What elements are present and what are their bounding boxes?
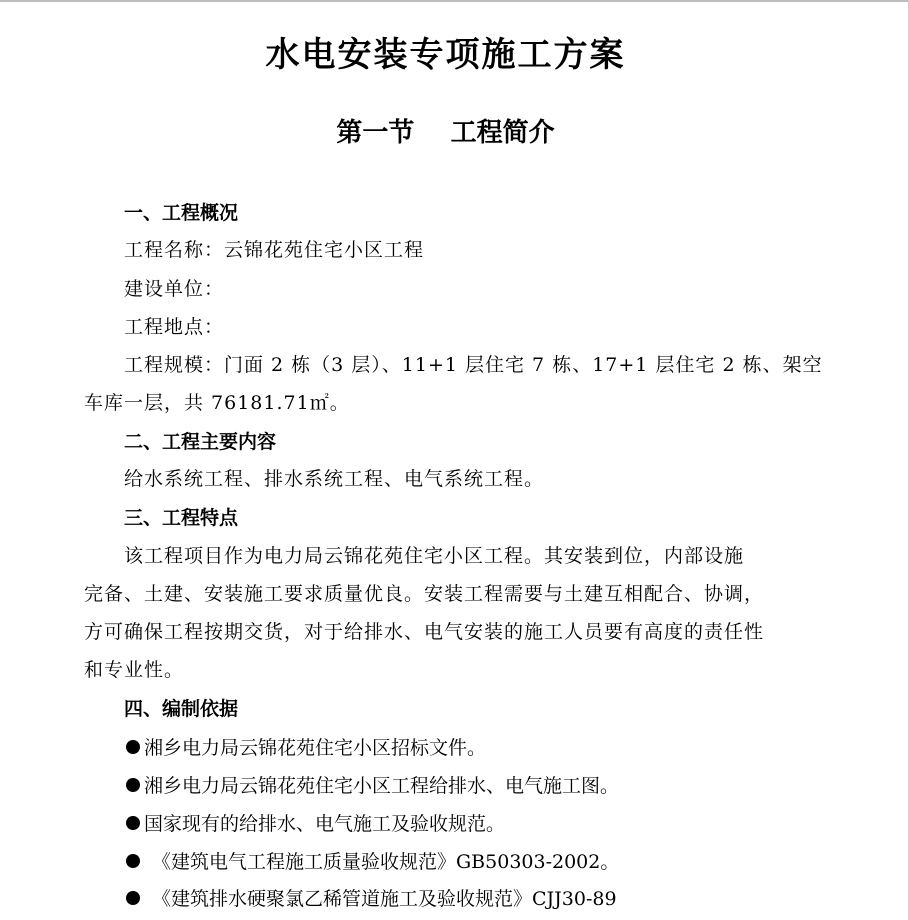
project-name: 工程名称：云锦花苑住宅小区工程 [124,239,425,261]
heading-project-features: 三、工程特点 [124,507,239,529]
basis-list-item [126,886,617,912]
basis-list-item [126,811,505,837]
project-location: 工程地点： [124,316,225,338]
bullet-icon [126,740,140,754]
bullet-icon [126,778,140,792]
basis-list-item [126,849,619,875]
heading-main-content: 二、工程主要内容 [124,431,277,453]
basis-item-text: 《建筑排水硬聚氯乙稀管道施工及验收规范》CJJ30-89 [152,888,617,910]
features-line-1: 该工程项目作为电力局云锦花苑住宅小区工程。其安装到位，内部设施 [124,545,745,567]
project-scale-line-2: 车库一层，共 76181.71㎡。 [84,392,350,414]
bullet-icon [126,854,140,868]
document-title: 水电安装专项施工方案 [265,35,626,75]
heading-project-overview: 一、工程概况 [124,202,239,224]
basis-item-text: 国家现有的给排水、电气施工及验收规范。 [144,813,506,835]
basis-item-text: 湘乡电力局云锦花苑住宅小区工程给排水、电气施工图。 [144,775,620,797]
basis-list-item [126,735,486,761]
heading-compilation-basis: 四、编制依据 [124,698,239,720]
features-line-3: 方可确保工程按期交货，对于给排水、电气安装的施工人员要有高度的责任性 [84,621,765,643]
basis-list-item [126,773,619,799]
bullet-icon [126,816,140,830]
features-line-4: 和专业性。 [84,659,185,681]
bullet-icon [126,891,140,905]
basis-item-text: 《建筑电气工程施工质量验收规范》GB50303-2002。 [152,851,620,873]
basis-item-text: 湘乡电力局云锦花苑住宅小区招标文件。 [144,737,487,759]
project-scale-line-1: 工程规模：门面 2 栋（3 层）、11+1 层住宅 7 栋、17+1 层住宅 2 栋、架空 [124,354,823,376]
page-top-border [0,0,909,2]
construction-unit: 建设单位： [124,278,225,300]
features-line-2: 完备、土建、安装施工要求质量优良。安装工程需要与土建互相配合、协调， [84,583,765,605]
main-content-text: 给水系统工程、排水系统工程、电气系统工程。 [124,468,545,490]
section-title: 第一节 工程简介 [336,118,555,148]
